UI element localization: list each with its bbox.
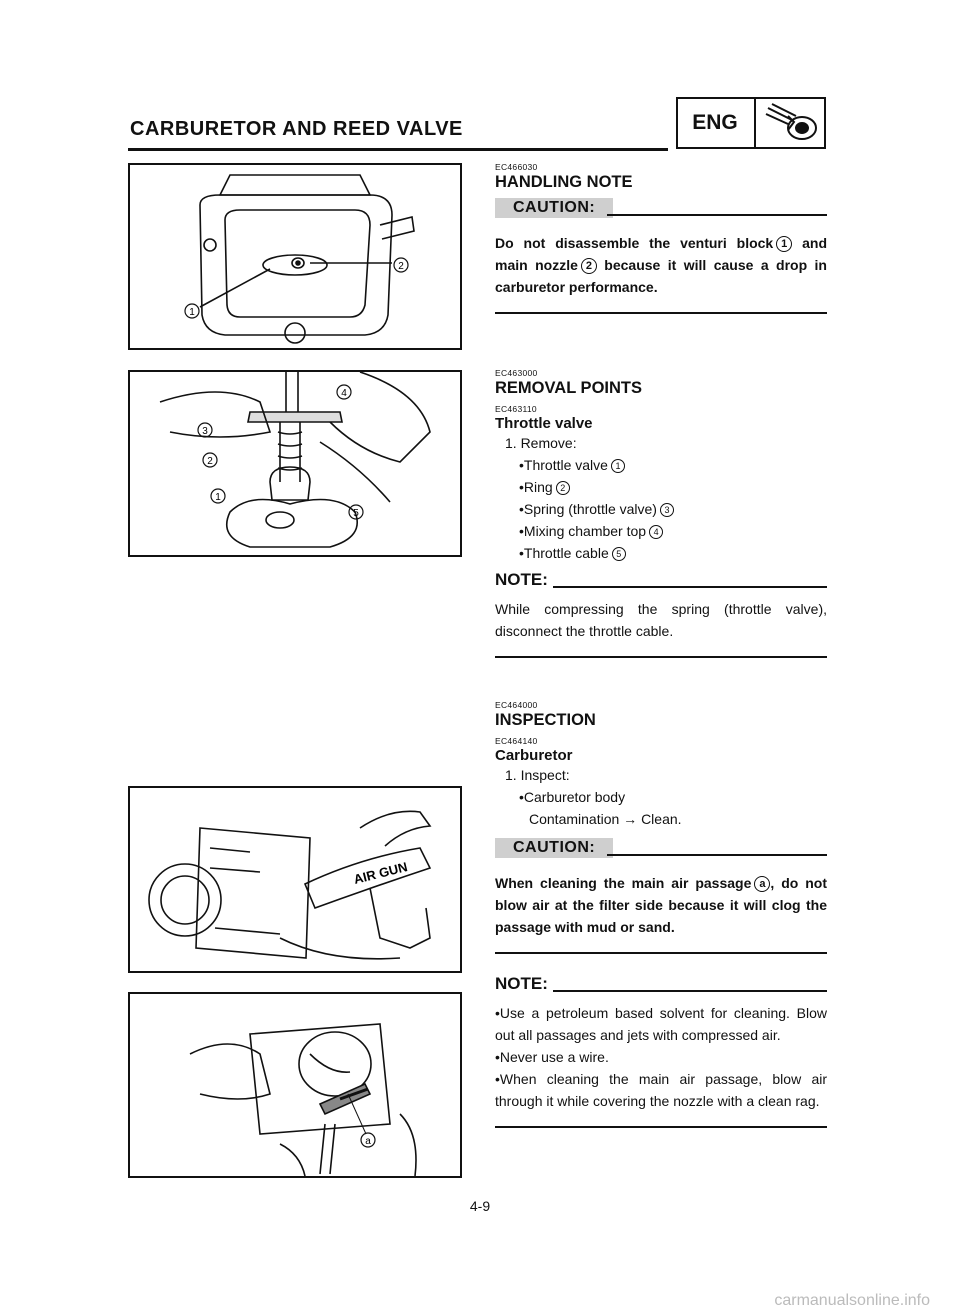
section-heading: REMOVAL POINTS — [495, 379, 642, 397]
callout-2: 2 — [398, 261, 404, 272]
note-item: •When cleaning the main air passage, blow air through it while covering the nozzle with a clean rag. — [495, 1071, 827, 1109]
figure-throttle-valve — [128, 370, 462, 557]
section-code: EC463000 — [495, 368, 538, 378]
figure-air-gun — [128, 786, 462, 973]
callout-4: 4 — [341, 388, 347, 399]
subsection-heading: Carburetor — [495, 747, 573, 764]
note-header — [495, 570, 827, 594]
caution-label: CAUTION: — [495, 198, 613, 218]
inspection-section — [495, 700, 827, 1128]
subsection-code: EC464140 — [495, 736, 538, 746]
carburetor-top-drawing — [130, 165, 460, 348]
watermark: carmanualsonline.info — [774, 1292, 930, 1309]
list-item: •Throttle valve 1 — [495, 454, 827, 476]
figure-main-air-passage — [128, 992, 462, 1178]
caution-text: Do not disassemble the venturi block 1 and main nozzle 2 because it will cause a drop in carburetor performance. — [495, 235, 828, 295]
note-label: NOTE: — [495, 570, 548, 589]
step-text: 1. Inspect: — [505, 767, 570, 783]
main-air-passage-drawing — [130, 994, 460, 1176]
note-text: While compressing the spring (throttle valve), disconnect the throttle cable. — [495, 601, 827, 639]
caution-text: When cleaning the main air passage a , do not blow air at the filter side because it will clog the passage with mud or sand. — [495, 875, 827, 935]
note-end-rule — [495, 656, 827, 658]
note-header — [495, 974, 827, 998]
section-code: EC466030 — [495, 162, 538, 172]
list-item: •Throttle cable 5 — [495, 542, 827, 564]
list-item: •Mixing chamber top 4 — [495, 520, 827, 542]
subsection-heading: Throttle valve — [495, 415, 593, 432]
caution-end-rule — [495, 312, 827, 314]
callout-5: 5 — [353, 508, 359, 519]
caution-end-rule — [495, 952, 827, 954]
callout-1: 1 — [215, 492, 221, 503]
section-code: EC464000 — [495, 700, 538, 710]
callout-2: 2 — [207, 456, 213, 467]
list-item: •Carburetor body — [519, 789, 626, 805]
section-title: CARBURETOR AND REED VALVE — [130, 118, 463, 140]
callout-3: 3 — [202, 426, 208, 437]
section-heading: HANDLING NOTE — [495, 173, 633, 191]
note-item: •Use a petroleum based solvent for cleaning. Blow out all passages and jets with compressed air. — [495, 1005, 827, 1043]
header-rule — [128, 148, 668, 151]
callout-1: 1 — [189, 307, 195, 318]
note-label: NOTE: — [495, 974, 548, 993]
engine-gear-icon — [758, 100, 824, 146]
list-item: •Spring (throttle valve) 3 — [495, 498, 827, 520]
handling-note-section — [495, 162, 827, 314]
list-item-detail: Contamination → Clean. — [529, 811, 682, 827]
section-tag: ENG — [676, 97, 756, 149]
callout-a: a — [365, 1136, 371, 1147]
page-number: 4-9 — [469, 1198, 491, 1214]
step-text: 1. Remove: — [505, 435, 577, 451]
caution-label: CAUTION: — [495, 838, 613, 858]
removal-points-section — [495, 368, 827, 658]
section-heading: INSPECTION — [495, 711, 596, 729]
list-item: •Ring 2 — [495, 476, 827, 498]
air-gun-drawing — [130, 788, 460, 971]
caution-header — [495, 838, 827, 860]
figure-venturi-block — [128, 163, 462, 350]
air-gun-label: AIR GUN — [352, 859, 409, 887]
throttle-valve-drawing — [130, 372, 460, 555]
note-end-rule — [495, 1126, 827, 1128]
note-item: •Never use a wire. — [495, 1049, 609, 1065]
subsection-code: EC463110 — [495, 404, 537, 414]
caution-header — [495, 198, 827, 220]
